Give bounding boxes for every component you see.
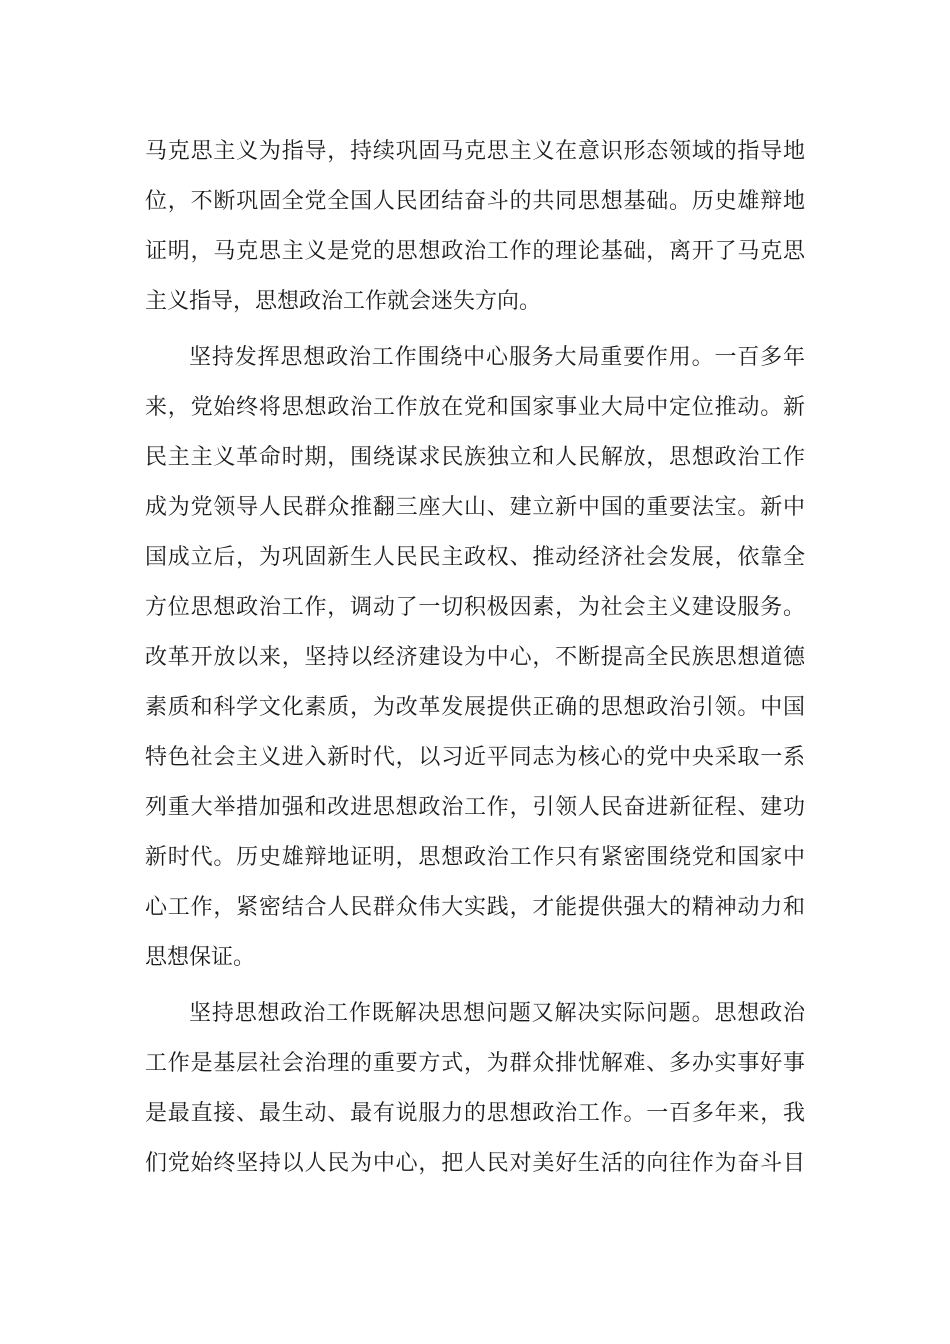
text-line: 特色社会主义进入新时代，以习近平同志为核心的党中央采取一系 — [145, 745, 805, 770]
text-line: 来，党始终将思想政治工作放在党和国家事业大局中定位推动。新 — [145, 395, 805, 420]
text-line: 们党始终坚持以人民为中心，把人民对美好生活的向往作为奋斗目 — [145, 1151, 805, 1176]
text-line: 位，不断巩固全党全国人民团结奋斗的共同思想基础。历史雄辩地 — [145, 189, 805, 214]
paragraph-first-line: 坚持思想政治工作既解决思想问题又解决实际问题。思想政治 — [189, 1001, 805, 1026]
text-line: 成为党领导人民群众推翻三座大山、建立新中国的重要法宝。新中 — [145, 495, 805, 520]
text-line: 民主主义革命时期，围绕谋求民族独立和人民解放，思想政治工作 — [145, 445, 805, 470]
text-line: 素质和科学文化素质，为改革发展提供正确的思想政治引领。中国 — [145, 695, 805, 720]
text-line: 心工作，紧密结合人民群众伟大实践，才能提供强大的精神动力和 — [145, 895, 805, 920]
text-line: 工作是基层社会治理的重要方式，为群众排忧解难、多办实事好事 — [145, 1051, 805, 1076]
text-line: 方位思想政治工作，调动了一切积极因素，为社会主义建设服务。 — [145, 595, 805, 620]
paragraph-first-line: 坚持发挥思想政治工作围绕中心服务大局重要作用。一百多年 — [189, 345, 805, 370]
text-line: 马克思主义为指导，持续巩固马克思主义在意识形态领域的指导地 — [145, 139, 805, 164]
text-line: 列重大举措加强和改进思想政治工作，引领人民奋进新征程、建功 — [145, 795, 805, 820]
text-line: 思想保证。 — [145, 945, 256, 970]
text-line: 证明，马克思主义是党的思想政治工作的理论基础，离开了马克思 — [145, 239, 805, 264]
text-line: 国成立后，为巩固新生人民民主政权、推动经济社会发展，依靠全 — [145, 545, 805, 570]
text-line: 新时代。历史雄辩地证明，思想政治工作只有紧密围绕党和国家中 — [145, 845, 805, 870]
text-line: 是最直接、最生动、最有说服力的思想政治工作。一百多年来，我 — [145, 1101, 805, 1126]
text-line: 改革开放以来，坚持以经济建设为中心，不断提高全民族思想道德 — [145, 645, 805, 670]
text-line: 主义指导，思想政治工作就会迷失方向。 — [145, 289, 542, 314]
